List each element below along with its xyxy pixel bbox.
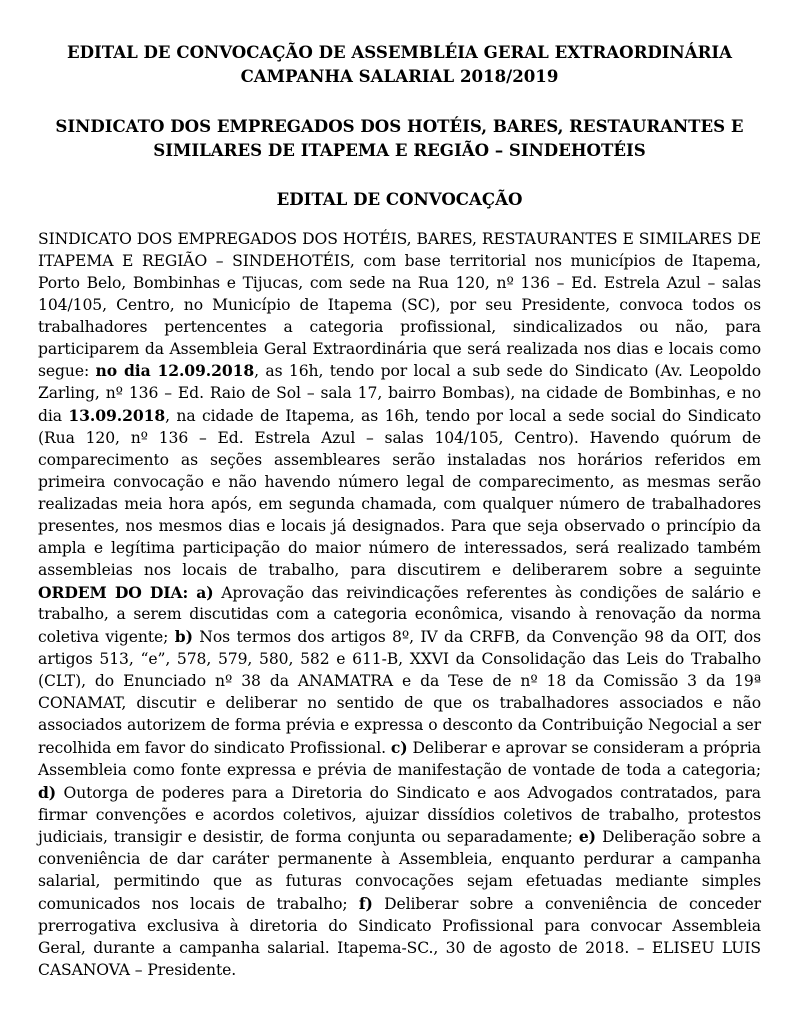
union-name-heading <box>38 114 761 162</box>
title-line-1: EDITAL DE CONVOCAÇÃO DE ASSEMBLÉIA GERAL EXTRAORDINÁRIA <box>66 42 733 62</box>
body-text-segment: SINDICATO DOS EMPREGADOS DOS HOTÉIS, BARES, RESTAURANTES E SIMILARES DE ITAPEMA E REGIÃO – SINDEHOTÉIS, com base territorial nos municípios de Itapema, Porto Belo, Bombinhas e Tijucas, com sede na Rua 120, nº 136 – Ed. Estrela Azul – salas 104/105, Centro, no Município de Itapema (SC), por seu Presidente, convoca todos os trabalhadores pertencentes a categoria profissional, sindicalizados ou não, para participarem da Assembleia Geral Extraordinária que será realizada nos dias e locais como segue: <box>38 230 761 381</box>
agenda-marker-d: d) <box>38 782 57 802</box>
agenda-item-f-and-signature: Deliberar sobre a conveniência de conceder prerrogativa exclusiva à diretoria do Sindicato Profissional para convocar Assembleia Geral, durante a campanha salarial. Itapema-SC., 30 de agosto de 2018. – ELISEU LUIS CASANOVA – Presidente. <box>38 895 761 979</box>
document-title <box>38 40 761 88</box>
union-name-line-1: SINDICATO DOS EMPREGADOS DOS HOTÉIS, BARES, RESTAURANTES E <box>55 116 744 136</box>
body-text-segment: , na cidade de Itapema, as 16h, tendo por local a sede social do Sindicato (Rua 120, nº 136 – Ed. Estrela Azul – salas 104/105, Centro). Havendo quórum de comparecimento as seções assembleares serão instaladas nos horários referidos em primeira convocação e não havendo número legal de comparecimento, as mesmas serão realizadas meia hora após, em segunda chamada, com qualquer número de trabalhadores presentes, nos mesmos dias e locais já designados. Para que seja observado o princípio da ampla e legítima participação do maior número de interessados, será realizado também assembleias nos locais de trabalho, para discutirem e deliberarem sobre a seguinte <box>38 407 761 579</box>
union-name-line-2: SIMILARES DE ITAPEMA E REGIÃO – SINDEHOTÉIS <box>153 140 646 160</box>
agenda-item-e: Deliberação sobre a conveniência de dar caráter permanente à Assembleia, enquanto perdurar a campanha salarial, permitindo que as futuras convocações sejam efetuadas mediante simples comunicados nos locais de trabalho; <box>38 828 761 914</box>
meeting-date-itapema: 13.09.2018 <box>68 406 166 426</box>
agenda-marker-b: b) <box>174 627 193 647</box>
title-line-2: CAMPANHA SALARIAL 2018/2019 <box>240 66 559 86</box>
agenda-item-d: Outorga de poderes para a Diretoria do Sindicato e aos Advogados contratados, para firmar convenções e acordos coletivos, ajuizar dissídios coletivos de trabalho, protestos judiciais, transigir e desistir, de forma conjunta ou separadamente; <box>38 783 761 847</box>
agenda-marker-f: f) <box>358 894 373 914</box>
agenda-item-c: Deliberar e aprovar se consideram a própria Assembleia como fonte expressa e prévia de manifestação de vontade de toda a categoria; <box>38 738 761 779</box>
meeting-date-bombinhas: no dia 12.09.2018 <box>95 361 255 381</box>
edital-subtitle: EDITAL DE CONVOCAÇÃO <box>276 189 523 209</box>
agenda-heading: ORDEM DO DIA: a) <box>38 582 214 602</box>
agenda-marker-c: c) <box>390 737 408 757</box>
body-text-segment: , as 16h, tendo por local a sub sede do Sindicato (Av. Leopoldo Zarling, nº 136 – Ed. Raio de Sol – sala 17, bairro Bombas), na cidade de Bombinhas, e no dia <box>38 362 761 426</box>
convocation-body <box>38 229 761 982</box>
agenda-item-b: Nos termos dos artigos 8º, IV da CRFB, da Convenção 98 da OIT, dos artigos 513, “e”, 578, 579, 580, 582 e 611-B, XXVI da Consolidação das Leis do Trabalho (CLT), do Enunciado nº 38 da ANAMATRA e da Tese de nº 18 da Comissão 3 da 19ª CONAMAT, discutir e deliberar no sentido de que os trabalhadores associados e não associados autorizem de forma prévia e expressa o desconto da Contribuição Negocial a ser recolhida em favor do sindicato Profissional. <box>38 628 761 757</box>
agenda-item-a: Aprovação das reivindicações referentes às condições de salário e trabalho, a serem discutidas com a categoria econômica, visando à renovação da norma coletiva vigente; <box>38 583 761 647</box>
agenda-marker-e: e) <box>578 827 596 847</box>
